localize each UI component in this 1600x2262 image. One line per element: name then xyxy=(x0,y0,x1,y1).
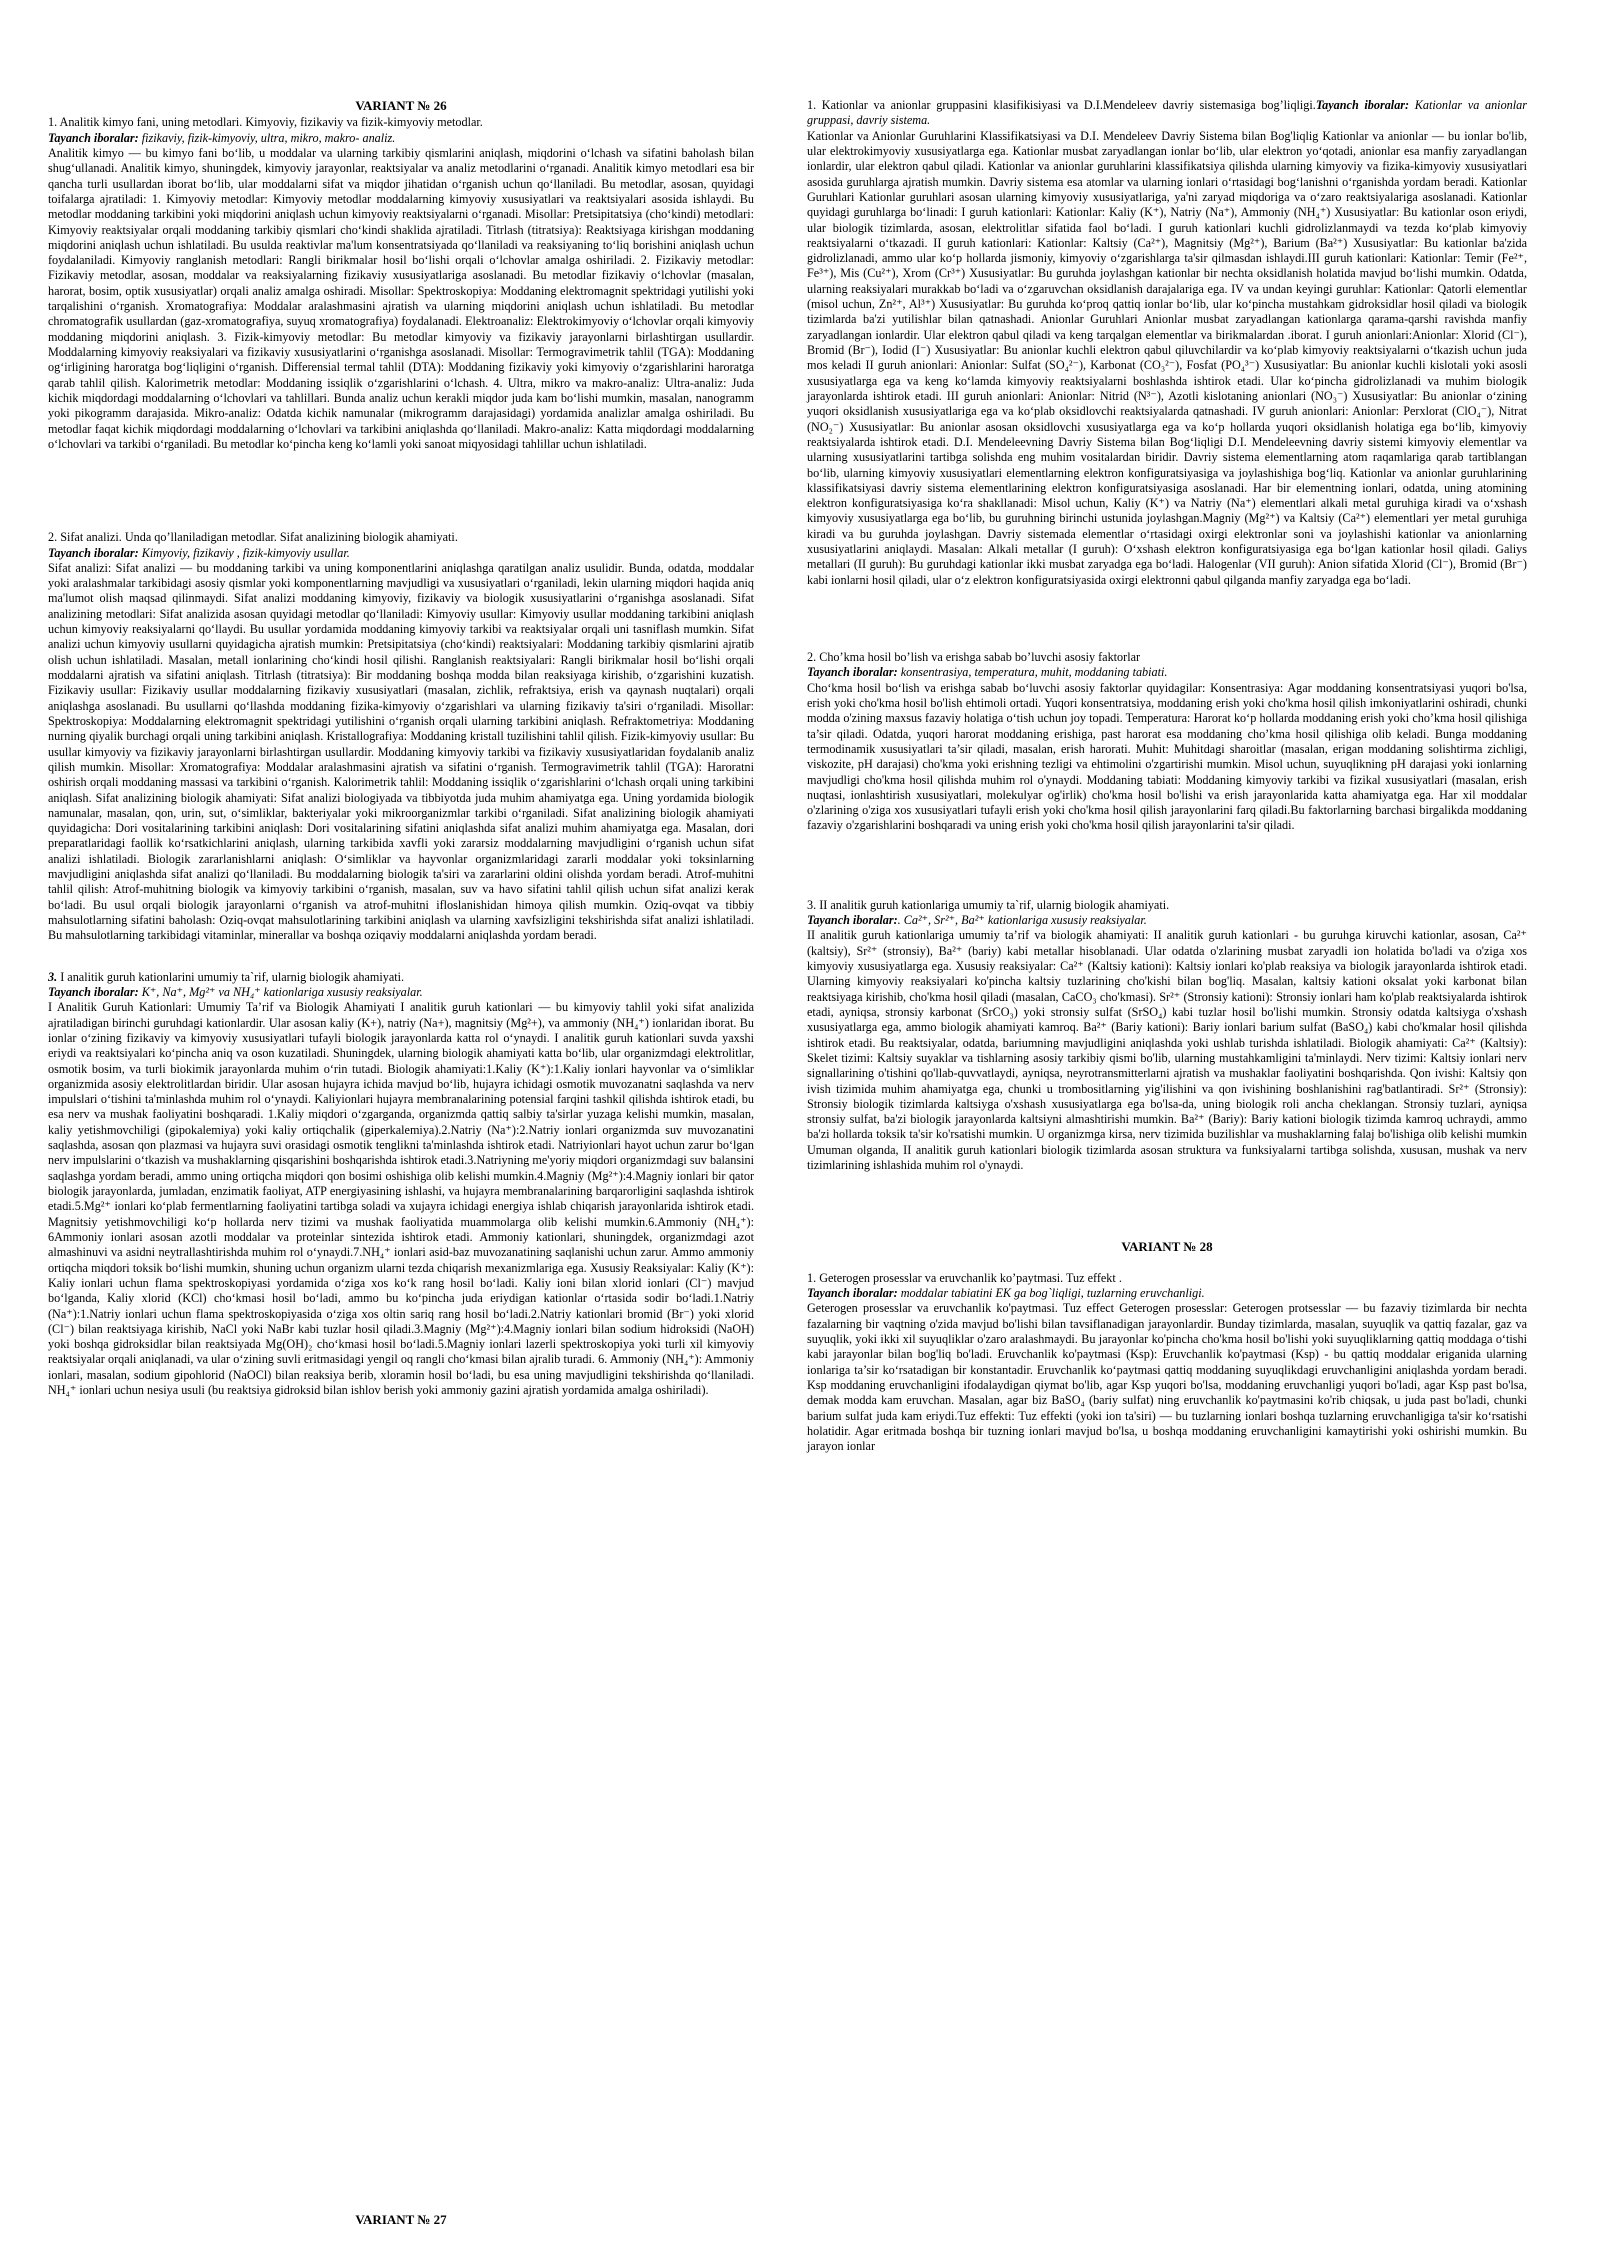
question-number: 3. xyxy=(48,969,58,984)
keywords-text: Kationlar va anionlar gruppasi, davriy sistema. xyxy=(807,98,1527,128)
v26-q2-title: 2. Sifat analizi. Unda qo’llaniladigan metodlar. Sifat analizining biologik ahamiyati. xyxy=(48,530,458,545)
keywords-text: . Ca²⁺, Sr²⁺, Ba²⁺ kationlariga xususiy reaksiyalar. xyxy=(897,913,1147,928)
keywords-label: Tayanch iboralar: xyxy=(807,665,898,680)
right-column xyxy=(807,98,1527,1454)
keywords-text: K⁺, Na⁺, Mg²⁺ va NH₄⁺ kationlariga xususiy reaksiyalar. xyxy=(138,984,423,999)
group2-keywords xyxy=(807,913,1527,928)
keywords-text: konsentrasiya, temperatura, muhit, moddaning tabiati. xyxy=(897,665,1168,680)
precipitation-body: Cho‘kma hosil bo‘lish va erishga sabab bo‘luvchi asosiy faktorlar quyidagilar: Konsentrasiya: Agar moddaning konsentratsiyasi yuqori bo'lsa, erish yoki cho'kma hosil bo'lish ehtimoli ortadi. Yuqori konsentratsiya, moddaning erish yoki cho'kma hosil qilish imkoniyatlarini oshiradi, chunki modda o'zining maxsus fazaviy holatiga o‘tish uchun joy topadi. Temperatura: Harorat ko‘p hollarda moddaning erish yoki cho’kma hosil qilishiga ta’sir qiladi. Odatda, yuqori harorat moddaning erishiga, past harorat esa moddaning cho’kma hosil qilishiga olib keladi. Bunga moddaning termodinamik xususiyatlari ta’sir qiladi, masalan, erish harorati. Muhit: Muhitdagi sharoitlar (masalan, erigan moddaning solishtirma zichligi, viskozite, pH darajasi) cho'kma yoki erishning tezligi va ehtimolini o'zgartirishi mumkin. Misol uchun, suyuqlikning pH darajasi yoki ionlarning mavjudligi cho'kma hosil qilishda muhim rol o'ynaydi. Moddaning tabiati: Moddaning kimyoviy tarkibi va fizikal xususiyatlari (masalan, erish nuqtasi, ionlashtirish xususiyatlari, molekulyar og'irlik) cho'kma hosil bo'lishi va erish jarayonlarida katta ahamiyatga ega. Har xil moddalar o'zlarining o'ziga xos xususiyatlari tufayli erish yoki cho'kma hosil qilish jarayonlarini farq qiladi.Bu faktorlarning barchasi birgalikda moddaning fazaviy o'zgarishlarini boshqaradi va uning erish yoki cho'kma hosil qilish jarayonlarini ta'sir qiladi. xyxy=(807,680,1527,833)
v28-q1-keywords xyxy=(807,1286,1527,1301)
keywords-text: fizikaviy, fizik-kimyoviy, ultra, mikro, makro- analiz. xyxy=(138,130,396,145)
variant-27-title: VARIANT № 27 xyxy=(355,2212,447,2227)
keywords-label: Tayanch iboralar: xyxy=(807,913,898,928)
v26-q3-title xyxy=(48,970,754,985)
group2-title: 3. II analitik guruh kationlariga umumiy ta`rif, ularnig biologik ahamiyati. xyxy=(807,897,1170,912)
question-text: I analitik guruh kationlarini umumiy ta`rif, ularnig biologik ahamiyati. xyxy=(57,969,405,984)
v26-q2-keywords xyxy=(48,546,754,561)
v26-q1-title: 1. Analitik kimyo fani, uning metodlari. Kimyoviy, fizikaviy va fizik-kimyoviy metodlar. xyxy=(48,115,483,130)
keywords-label: Tayanch iboralar: xyxy=(48,984,139,999)
precipitation-title: 2. Cho’kma hosil bo’lish va erishga sabab bo’luvchi asosiy faktorlar xyxy=(807,650,1141,664)
v28-q1-title: 1. Geterogen prosesslar va eruvchanlik ko’paytmasi. Tuz effekt . xyxy=(807,1270,1122,1285)
variant-28-title: VARIANT № 28 xyxy=(1121,1239,1213,1255)
v26-q1b-title xyxy=(807,98,1527,129)
left-column xyxy=(48,98,754,1398)
v26-q1-keywords xyxy=(48,131,754,146)
keywords-label: Tayanch iboralar: xyxy=(1315,98,1410,112)
v26-q1-body: Analitik kimyo — bu kimyo fani bo‘lib, u moddalar va ularning tarkibiy qismlarini aniqlash, miqdorini o‘lchash va sifatini baholash bilan shug‘ullanadi. Analitik kimyo, shuningdek, kimyoviy jarayonlar, reaktsiyalar va analiz metodlarini o‘rganadi. Analitik kimyo metodlari esa bir qancha turli usullardan iborat bo‘lib, ular moddalarni sifat va miqdor jihatidan o‘rganish uchun qo‘llaniladi. Bu metodlar, asosan, quyidagi toifalarga ajratiladi: 1. Kimyoviy metodlar: Kimyoviy metodlar moddalarning kimyoviy xususiyatlari va reaktsiyalari asosida ishlaydi. Bu metodlar moddaning tarkibini yoki miqdorini aniqlash uchun kimyoviy reaktsiyalarni o‘rganadi. Misollar: Pretsipitatsiya (cho‘kindi) metodlari: Kimyoviy reaktsiyalar orqali moddaning tarkibiy qismlari cho‘kindi shaklida ajratiladi. Titrlash (titratsiya): Reaktsiyaga kirishgan moddaning miqdorini aniqlash uchun ishlatiladi. Bu usulda reaktivlar ma'lum konsentratsiyada qo‘llaniladi va reaksiyaning to‘liq borishini aniqlash uchun foydalaniladi. Kimyoviy ranglanish metodlari: Rangli birikmalar hosil bo‘lishi orqali o‘lchovlar amalga oshiriladi. 2. Fizikaviy metodlar: Fizikaviy metodlar, asosan, moddalar va reaksiyalarning fizikaviy xususiyatlariga asoslanadi. Bu metodlar fizikaviy o‘lchovlar (masalan, harorat, bosim, optik xususiyatlar) orqali analiz amalga oshiradi. Misollar: Spektroskopiya: Moddaning elektromagnit spektridagi yutilishi yoki tarqalishini o‘rganish. Xromatografiya: Moddalar aralashmasini ajratish va ularning miqdorini aniqlash uchun ishlatiladi. Bu metodlar chromatografik usullardan (gaz-xromatografiya, suyuq xromatografiya) foydalanadi. Elektroanaliz: Elektrokimyoviy o‘lchovlar orqali kimyoviy moddaning miqdorini aniqlash. 3. Fizik-kimyoviy metodlar: Bu metodlar kimyoviy va fizikaviy jarayonlarni birlashtirgan usullardir. Moddalarning kimyoviy reaksiyalari va fizikaviy xususiyatlarini o‘rganishga asoslanadi. Misollar: Termogravimetrik tahlil (TGA): Moddaning og‘irligining haroratga bog‘liqligini o‘rganish. Differensial termal tahlil (DTA): Moddaning fizikaviy yoki kimyoviy o‘zgarishlarini haroratga qarab tahlil qilish. Kalorimetrik metodlar: Moddaning issiqlik o‘zgarishlarini o‘lchash. 4. Ultra, mikro va makro-analiz: Ultra-analiz: Juda kichik miqdordagi moddalarning o‘lchovlari va tahlillari. Bunda analiz uchun kerakli miqdor juda kam bo‘lishi mumkin, masalan, nanogramm yoki pikogramm darajasida. Mikro-analiz: Odatda kichik namunalar (mikrogramm darajasidagi) yordamida analizlar amalga oshiriladi. Bu metodlar faqat kichik miqdordagi moddalarning o‘lchovlari va tarkibini aniqlashda qo‘llaniladi. Makro-analiz: Katta miqdordagi moddalarning o‘lchovlari va tarkibi o‘rganiladi. Bu metodlar ko‘pincha keng ko‘lamli yoki sanoat miqyosidagi tahlillar uchun ishlatiladi. xyxy=(48,145,754,451)
variant-26-title: VARIANT № 26 xyxy=(355,98,447,113)
v26-q3-body: I Analitik Guruh Kationlari: Umumiy Ta’rif va Biologik Ahamiyati I analitik guruh kationlari — bu kimyoviy tahlil yoki sifat analizida ajratiladigan birinchi guruhdagi kationlardir. Ular asosan kaliy (K+), natriy (Na+), magnitsiy (Mg²+), va ammoniy (NH₄⁺) ionlaridan iborat. Bu ionlar o‘zining fizikaviy va kimyoviy xususiyatlari tufayli biologik jarayonlarda katta rol o‘ynaydi. I analitik guruh kationlari suvda yaxshi eriydi va reaktsiyalari ko‘pincha aniq va oson kuzatiladi. Shuningdek, ularning biologik ahamiyati katta bo‘lib, ular organizmdagi elektrolitlar, osmotik bosim, va turli biokimik jarayonlarda muhim o‘rin tutadi. Biologik ahamiyati:1.Kaliy (K⁺):1.Kaliy ionlari hayvonlar va o‘simliklar organizmida asosiy elektrolitlardan biridir. Ular asosan hujayra ichida mavjud bo‘lib, hujayra ichidagi osmotik muvozanatni saqlashda va nerv impulslari o‘tishini ta'minlashda muhim rol o‘ynaydi. Kaliyionlari hujayra membranalarining potensial farqini tashkil qilishda ishtirok etadi, bu esa nerv va mushak faoliyatini boshqaradi. 1.Kaliy miqdori o‘zgarganda, organizmda qattiq salbiy ta'sirlar yuzaga kelishi mumkin, masalan, kaliy yetishmovchiligi (gipokalemiya) yoki kaliy ortiqchalik (giperkalemiya).2.Natriy (Na⁺):2.Natriy ionlari organizmda suv muvozanatini saqlashda, asosan qon plazmasi va hujayra suvi orasidagi osmotik tenglikni ta'minlashda ishtirok etadi. Natriyionlari hayot uchun zarur bo‘lgan nerv impulslarini o‘tkazish va mushaklarning qisqarishini boshqarishda ishtirok etadi.3.Natriyning me'yoriy miqdori organizmdagi suv balansini saqlashga yordam beradi, ammo uning ortiqcha miqdori qon bosimi oshishiga olib kelishi mumkin.4.Magniy (Mg²⁺):4.Magniy ionlari bir qator biologik jarayonlarda, jumladan, enzimatik faoliyat, ATP energiyasining ishlashi, va hujayra membranalarining barqarorligini saqlashda ishtirok etadi.5.Mg²⁺ ionlari ko‘plab fermentlarning faoliyatini tartibga soladi va xujayra ichidagi energiya ishlab chiqarish jarayonlarida ishtirok etadi. Magnitsiy yetishmovchiligi ko‘p hollarda nerv tizimi va mushak faoliyatida muammolarga olib kelishi mumkin.6.Ammoniy (NH₄⁺): 6Ammoniy ionlari asosan azotli moddalar va proteinlar sintezida ishtirok etadi. Ammoniy kationlari, shuningdek, organizmdagi azot almashinuvi va asidni neytrallashtirishda muhim rol o‘ynaydi.7.NH₄⁺ ionlari asid-baz muvozanatining saqlanishi uchun zarur. Ammo ammoniy ortiqcha miqdori toksik bo‘lishi mumkin, shuning uchun organizm ularni tezda chiqarish mexanizmlariga ega. Xususiy Reaksiyalar: Kaliy (K⁺): Kaliy ionlari uchun flama spektroskopiyasi yordamida o‘ziga xos ko‘k rang hosil bo‘ladi. Kaliy ioni bilan xlorid ionlari (Cl⁻) mavjud bo‘lganda, Kaliy xlorid (KCl) cho‘kmasi hosil bo‘ladi, ammo bu ko‘pincha juda eriydigan kationlar o‘rtasida sodir bo‘ladi.1.Natriy (Na⁺):1.Natriy ionlari uchun flama spektroskopiyasida o‘ziga xos oltin sariq rang hosil bo‘ladi.2.Natriy kationlari bromid (Br⁻) yoki xlorid (Cl⁻) bilan reaktsiyaga kirishib, NaCl yoki NaBr kabi tuzlar hosil qiladi.3.Magniy (Mg²⁺):4.Magniy ionlari bilan sodium hidroksidi (NaOH) yoki boshqa gidroksidlar bilan reaktsiyada Mg(OH)₂ cho‘kmasi hosil bo‘ladi.5.Magniy ionlari lazerli spektroskopiya yoki turli xil kimyoviy reaktsiyalar orqali aniqlanadi, va ular o‘zining suvli eritmasidagi yengil oq rangli cho‘kmasi bilan ajralib turadi. 6. Ammoniy (NH₄⁺): Ammoniy ionlari, masalan, sodium gipohlorid (NaOCl) bilan reaksiya berib, xloramin hosil bo‘ladi, bu esa uning mavjudligini tekshirishda qo‘llaniladi. NH₄⁺ ionlari uchun nesiya usuli (bu reaktsiya gidroksid bilan ishlov berish yoki ammoniy gazini ajratish yordamida amalga oshiriladi). xyxy=(48,1000,754,1398)
keywords-label: Tayanch iboralar: xyxy=(48,130,139,145)
keywords-label: Tayanch iboralar: xyxy=(807,1286,898,1300)
v26-q3-keywords xyxy=(48,985,754,1000)
precipitation-keywords xyxy=(807,665,1527,680)
keywords-text: Kimyoviy, fizikaviy , fizik-kimyoviy usullar. xyxy=(138,545,350,560)
group2-body: II analitik guruh kationlariga umumiy ta’rif va biologik ahamiyati: II analitik guruh kationlari - bu guruhga kiruvchi kationlar, asosan, Ca²⁺ (kaltsiy), Sr²⁺ (stronsiy), Ba²⁺ (bariy) kabi metallar hisoblanadi. Ular odatda o'zlarining musbat zaryadli ion holatida bo'ladi va o'ziga xos kimyoviy xususiyatlarga ega. Xususiy reaksiyalar: Ca²⁺ (Kaltsiy kationi): Kaltsiy ionlari ko'plab reaksiya va biologik jarayonlarda ishtirok etadi. Ularning kimyoviy reaksiyalari ko'pincha kaltsiy tuzlarining cho'kishi bilan bog'liq. Masalan, kaltsiy kationi oksalat yoki karbonat bilan reaktsiyaga kirishib, cho'kma hosil qiladi (masalan, CaCO₃ cho'kmasi). Sr²⁺ (Stronsiy kationi): Stronsiy ionlari ham ko'plab reaktsiyalarda ishtirok etadi, ayniqsa, stronsiy karbonat (SrCO₃) yoki stronsiy sulfat (SrSO₄) kabi tuzlar hosil bo'lishi mumkin. Stronsiy odatda kaltsiyga o'xshash xususiyatlarga ega, ammo biologik ahamiyati kamroq. Ba²⁺ (Bariy kationi): Bariy ionlari barium sulfat (BaSO₄) kabi cho'kmalar hosil qilishda ishtirok etadi. Bu reaktsiyalar, odatda, bariumning mavjudligini aniqlashda yoki ushlab turishda ishlatiladi. Biologik ahamiyati: Ca²⁺ (Kaltsiy): Skelet tizimi: Kaltsiy suyaklar va tishlarning asosiy tarkibiy qismi bo'lib, ularning mustahkamligini ta'minlaydi. Nerv tizimi: Kaltsiy ionlari nerv signallarining o'tishini qo'llab-quvvatlaydi, ayniqsa, neyrotransmitterlarni ajratish va mushaklar faoliyatini boshqarishda. Qon ivishi: Kaltsiy qon ivish tizimida muhim ahamiyatga ega, chunki u trombositlarning yig'ilishini va qon ivishining boshlanishini rag'batlantiradi. Sr²⁺ (Stronsiy): Stronsiy biologik tizimlarda kaltsiyga o'xshash xususiyatlarga ega bo'lsa-da, uning biologik roli ancha cheklangan. Stronsiy tuzlari, ayniqsa stronsiy sulfat, ba'zi biologik jarayonlarda kaltsiyni almashtirishi mumkin. Ba²⁺ (Bariy): Bariy kationi biologik tizimda kamroq uchraydi, ammo ba'zi hollarda toksik ta'sir ko'rsatishi mumkin. U organizmga kirsa, nerv tizimida buzilishlar va mushaklarning falaj bo'lishiga olib kelishi mumkin Umuman olganda, II analitik guruh kationlari biologik tizimlarda asosan struktura va funksiyalarni tartibga solishda, xususan, mushak va nerv tizimlarining ishlashida muhim rol o'ynaydi. xyxy=(807,928,1527,1173)
v28-q1-body: Geterogen prosesslar va eruvchanlik ko'paytmasi. Tuz effect Geterogen prosesslar: Geterogen protsesslar — bu fazaviy tizimlarda bir nechta fazalarning bir vaqtning o'zida mavjud bo'lishi bilan tavsiflanadigan jarayonlardir. Bunday tizimlarda, masalan, suyuqlik va qattiq fazalar, gaz va suyuqlik, yoki ikki xil suyuqliklar o'zaro aralashmaydi. Bu jarayonlar ko'pincha cho'kma hosil bo'lishi yoki suyuqliklarning qattiq moddaga o‘tishi kabi jarayonlar bilan bog'liq bo'ladi. Eruvchanlik ko'paytmasi (Ksp): Eruvchanlik ko'paytmasi (Ksp) - bu qattiq moddalar eriganida ularning ionlariga ta’sir ko‘rsatadigan bir konstantadir. Eruvchanlik ko‘paytmasi qattiq moddaning suyuqlikdagi eruvchanligini aniqlashda yordam beradi. Ksp moddaning eruvchanligini ifodalaydigan qiymat bo'lib, agar Ksp yuqori bo'lsa, moddaning eruvchanligi yuqori bo'ladi, agar Ksp past bo'lsa, demak modda kam eruvchan. Masalan, agar biz BaSO₄ (bariy sulfat) ning eruvchanlik ko'paytmasini ko'rib chiqsak, u juda past bo'ladi, chunki barium sulfat juda kam eriydi.Tuz effekti: Tuz effekti (yoki ion ta'siri) — bu tuzlarning ionlari boshqa tuzlarning eruvchanligiga ta'sir ko‘rsatishi holatidir. Agar eritmada boshqa bir tuzning ionlari mavjud bo'lsa, u boshqa moddaning eruvchanligini kamaytirishi yoki oshirishi mumkin. Bu jarayon ionlar xyxy=(807,1301,1527,1454)
keywords-label: Tayanch iboralar: xyxy=(48,545,139,560)
classification-body: Kationlar va Anionlar Guruhlarini Klassifikatsiyasi va D.I. Mendeleev Davriy Sistema bilan Bog'liqlig Kationlar va anionlar — bu ionlar bo'lib, ular elektrokimyoviy xususiyatlarga ega. Kationlar musbat zaryadlangan ionlar bo‘lib, ular elektron yo‘qotadi, anionlar esa manfiy zaryadlangan ionlardir, ular elektron qabul qiladi. Kationlar va anionlar guruhlarini klassifikatsiya qilishda ularning kimyoviy va fizika-kimyoviy xususiyatlari asosida guruhlarga ajratish mumkin. Davriy sistema esa atomlar va ularning ionlari o‘rtasidagi bog‘lanishni o‘rganishda yordam beradi. Kationlar Guruhlari Kationlar guruhlari asosan ularning kimyoviy xususiyatlariga, ya'ni zaryad miqdoriga va o‘zaro reaktsiyalariga asoslanadi. Kationlar quyidagi guruhlarga bo‘linadi: I guruh kationlari: Kationlar: Kaliy (K⁺), Natriy (Na⁺), Ammoniy (NH₄⁺) Xususiyatlar: Bu kationlar oson eriydi, ular biologik tizimlarda, asosan, elektrolitlar sifatida faol bo‘ladi. I guruh kationlari kuchli gidrolizlanmaydi va tezda ko‘plab kimyoviy reaktsiyalarni o‘tkazadi. II guruh kationlari: Kationlar: Kaltsiy (Ca²⁺), Magnitsiy (Mg²⁺), Barium (Ba²⁺) Xususiyatlar: Bu kationlar ba'zida gidrolizlanadi, ammo ular ko‘p hollarda jismoniy, kimyoviy o‘zgarishlarga ta'sir qilmasdan ishlaydi.III guruh kationlari: Kationlar: Temir (Fe²⁺, Fe³⁺), Mis (Cu²⁺), Xrom (Cr³⁺) Xususiyatlar: Bu guruhda joylashgan kationlar bir nechta oksidlanish holatida mavjud bo‘lishi mumkin. Odatda, ularning reaksiyalari murakkab bo‘ladi va o‘zgaruvchan oksidlanish darajalariga ega. IV va undan keyingi guruhlar: Kationlar: Qatorli elementlar (misol uchun, Zn²⁺, Al³⁺) Xususiyatlar: Bu guruhda ko‘proq qattiq ionlar bo‘lib, ular ko‘pincha mustahkam gidroksidlar hosil qiladi va biologik tizimlarda ba'zi yutilishlar bilan qatnashadi. Anionlar Guruhlari Anionlar musbat zaryadlangan kationlarga qarama-qarshi ravishda manfiy zaryadlangan ionlardir. Ular elektron qabul qiladi va keng tarqalgan elementlar va birikmalardan .iborat. I guruh anionlari:Anionlar: Xlorid (Cl⁻), Bromid (Br⁻), Iodid (I⁻) Xususiyatlar: Bu anionlar kuchli elektron qabul qiluvchilardir va ko‘plab kimyoviy reaktsiyalarni o‘tkazish uchun juda mos keladi II guruh anionlari: Anionlar: Sulfat (SO₄²⁻), Karbonat (CO₃²⁻), Fosfat (PO₄³⁻) Xususiyatlar: Bu anionlar kuchli kislotali yoki asosli xususiyatlarga ega va keng ko‘lamda kimyoviy reaktsiyalarni boshlashda ishtirok etadi. Ular ko‘pincha gidrolizlanadi va muhim biologik jarayonlarda ishtirok etadi. III guruh anionlari: Anionlar: Nitrid (N³⁻), Azotli kislotaning anionlari (NO₃⁻) Xususiyatlar: Bu anionlar o‘zining yuqori oksidlanish xususiyatlariga ega va ko‘plab oksidlovchi reaktsiyalarda qatnashadi. IV guruh anionlari: Anionlar: Perxlorat (ClO₄⁻), Nitrat (NO₂⁻) Xususiyatlar: Bu anionlar asosan oksidlovchi xususiyatlarga ega va ko‘p hollarda yuqori oksidlanish holatiga ega bo‘lib, kimyoviy reaktsiyalarda ishtirok etadi. D.I. Mendeleevning Davriy Sistema bilan Bog‘liqligi D.I. Mendeleevning davriy sistemi kimyoviy elementlar va ularning xususiyatlarini tartibga solishda eng muhim vositalardan biridir. Davriy sistema elementlarning atom raqamlariga qarab tartiblangan bo‘lib, ularning kimyoviy xususiyatlari elementlarning elektron konfiguratsiyasiga va joylashishiga bog‘liq. Kationlar va anionlar guruhlarining klassifikatsiyasi davriy sistema elementlarining elektron konfiguratsiyasiga asoslanadi. Har bir elementning ionlari, odatda, uning atomining elektron konfiguratsiyasiga ko‘ra shakllanadi: Misol uchun, Kaliy (K⁺) va Natriy (Na⁺) elementlari alkali metal guruhiga kiradi va o‘xshash kimyoviy xususiyatlarga ega bo‘lib, bu guruhning birinchi ustunida joylashgan.Magniy (Mg²⁺) va Kaltsiy (Ca²⁺) elementlari yer metal guruhiga kiradi va bu guruhda joylashgan. Davriy sistemada elementlar o‘rtasidagi oxirgi elektronlar soni va joylashishi kationlar va anionlarning xususiyatlarini aniqlaydi. Masalan: Alkali metallar (I guruh): O‘xshash elektron konfiguratsiyasiga ega bo‘lgan kationlar hosil qiladi. Galiys metallari (II guruh): Bu guruhdagi kationlar ikki musbat zaryadga ega bo‘ladi. Halogenlar (VII guruh): Anion sifatida Xlorid (Cl⁻), Bromid (Br⁻) kabi ionlarni hosil qiladi, ular o‘z elektron konfiguratsiyasida oxirgi elektronni qabul qilganda manfiy zaryadga ega bo‘ladi. xyxy=(807,128,1527,587)
v26-q2-body: Sifat analizi: Sifat analizi — bu moddaning tarkibi va uning komponentlarini aniqlashga qaratilgan analiz usulidir. Bunda, odatda, moddalar yoki aralashmalar tarkibidagi asosiy qismlar yoki komponentlarning mavjudligi va xususiyatlari o‘rganiladi, lekin ularning miqdori haqida aniq ma'lumot olish maqsad qilinmaydi. Sifat analizi moddaning kimyoviy, fizikaviy va biologik xususiyatlarini o‘rganishga asoslanadi. Sifat analizining metodlari: Sifat analizida asosan quyidagi metodlar qo‘llaniladi: Kimyoviy usullar: Kimyoviy usullar moddaning tarkibini aniqlash uchun kimyoviy reaksiyalarni qo‘llaydi. Bu usullar yordamida moddaning kimyoviy tarkibi va reaktsiyalar orqali uni tasniflash mumkin. Sifat analizi uchun kimyoviy usullarni quyidagicha ajratish mumkin: Pretsipitatsiya (cho‘kindi) reaktsiyalari: Moddaning tarkibiy qismlarini ajratib olish uchun ishlatiladi. Masalan, metall ionlarining cho‘kindi hosil qilishi. Ranglanish reaktsiyalari: Rangli birikmalar hosil bo‘lishi orqali moddalarni ajratish va sifatini aniqlash. Titrlash (titratsiya): Bir moddaning boshqa modda bilan reaksiyaga kirishib, o‘zgarishini kuzatish. Fizikaviy usullar: Fizikaviy usullar moddalarning fizikaviy xususiyatlari (masalan, zichlik, refraktsiya, erish va qaynash nuqtalari) orqali aniqlashga asoslanadi. Bu usullarni qo‘llashda moddaning fizika-kimyoviy o‘zgarishlari va ularning fizikaviy ta'siri o‘rganiladi. Misollar: Spektroskopiya: Moddalarning elektromagnit spektridagi yutilishini o‘rganish orqali ularning tarkibini aniqlash. Refraktometriya: Moddaning nurning qiyalik burchagi orqali uning tarkibini aniqlash. Kristallografiya: Moddaning kristall tuzilishini tahlil qilish. Fizik-kimyoviy usullar: Bu usullar kimyoviy va fizikaviy jarayonlarni birlashtirgan usullardir. Moddaning kimyoviy tarkibi va fizikaviy xususiyatlaridan foydalanib analiz qilish mumkin. Misollar: Xromatografiya: Moddalar aralashmasini ajratish va sifatini o‘rganish. Termogravimetrik tahlil (TGA): Haroratni oshirish orqali moddaning massasi va tarkibini o‘rganish. Kalorimetrik tahlil: Moddaning issiqlik o‘zgarishlarini o‘lchash orqali uning tarkibini aniqlash. Sifat analizining biologik ahamiyati: Sifat analizi biologiyada va tibbiyotda juda muhim ahamiyatga ega. Uning yordamida biologik namunalar, masalan, qon, urin, sut, o‘simliklar, bakteriyalar yoki mikroorganizmlar tarkibi o‘rganiladi. Sifat analizining biologik ahamiyati quyidagicha: Dori vositalarining tarkibini aniqlash: Dori vositalarining sifatini aniqlashda sifat analizi muhim ahamiyatga ega. Masalan, dori preparatlaridagi faollik ko‘rsatkichlarini aniqlash, ularning tarkibida xavfli yoki zararsiz moddalarning mavjudligini o‘rganish uchun sifat analizi ishlatiladi. Biologik zararlanishlarni aniqlash: O‘simliklar va hayvonlar organizmlaridagi zararli moddalar yoki toksinlarning mavjudligini aniqlashda sifat analizi qo‘llaniladi. Bu moddalarning biologik ta'siri va zararlarini oldini olishda yordam beradi. Atrof-muhitni tahlil qilish: Atrof-muhitning biologik va kimyoviy tarkibini o‘rganish, masalan, suv va havo sifatini tahlil qilish uchun sifat analizi kerak bo‘ladi. Bu usul orqali biologik jarayonlarni o‘rganish va atrof-muhitni ifloslanishidan himoya qilish mumkin. Oziq-ovqat va tibbiy mahsulotlarning sifatini baholash: Oziq-ovqat mahsulotlarining tarkibini aniqlash va ularning xavfsizligini tekshirishda sifat analizi ishlatiladi. Bu mahsulotlarning tarkibidagi vitaminlar, minerallar va boshqa oziqaviy moddalarni aniqlashda yordam beradi. xyxy=(48,560,754,943)
keywords-text: moddalar tabiatini EK ga bog`liqligi, tuzlarning eruvchanligi. xyxy=(897,1286,1205,1300)
question-text: 1. Kationlar va anionlar gruppasini klasifikisiyasi va D.I.Mendeleev davriy sistemasiga bog’liqligi. xyxy=(807,98,1316,112)
